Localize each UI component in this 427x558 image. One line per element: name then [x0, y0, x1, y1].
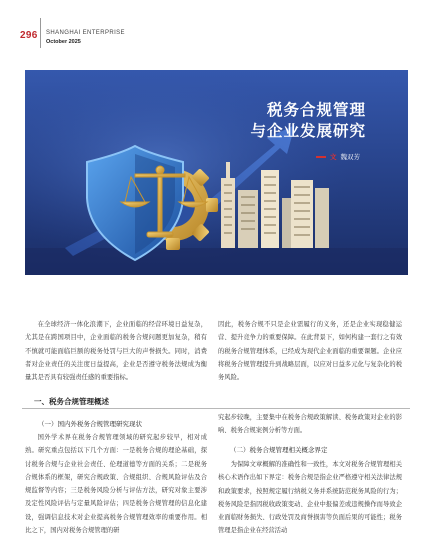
paragraph-research-status: 国外学术界在税务合规管理领域的研究起步较早，相对成熟。研究重点包括以下几个方面：一是税务合规的理论基础，探讨税务合规与企业社会责任、伦理道德等方面的关系；二是税务合规体系的框架，研究合规政策、合规组织、合规风险评估及合规监督等内容；三是税务风险分析与评估方法，研究对象主要涉及定性风险评估与定量风险评估；四是税务合规管理的信息化建设，强调信息技术对企业提高税务合规管理效率的重要作用。相比之下，国内对税务合规管理的研: [25, 434, 207, 535]
section-title: 一、税务合规管理概述: [34, 397, 109, 406]
author-byline: [316, 152, 360, 161]
paragraph-concepts: 为保障文章概解的准确性和一致性，本文对税务合规管理相关核心术语作出如下界定：税务合规是指企业严格遵守相关法律法规和政策要求，按照规定履行纳税义务并系统防范税务风险的行为；税务风险是指因税收政策变动、企业中报偏差或违规操作而导致企业面临财务损失、行政处罚及商誉损害等负面后果的可能性；税务管理是指企业在经营活动: [218, 461, 402, 535]
page-number: 296: [20, 30, 38, 41]
title-line-1: 税务合规管理: [266, 101, 366, 119]
article-title: [250, 100, 366, 142]
hero-image: [25, 70, 408, 275]
header-divider: [40, 18, 41, 48]
author-prefix: 文: [330, 153, 337, 161]
paragraph-continued: 究起步较晚，主要集中在税务合规政策解读、税务政策对企业的影响、税务合规案例分析等方面。: [218, 414, 402, 435]
intro-paragraph-right: 因此，税务合规不只是企业需履行的义务，还是企业实现稳健运营、提升竞争力的重要保障。在此背景下，如何构建一套行之有效的税务合规管理体系，已经成为现代企业面临的重要课题。企业应将税务合规管理提升到战略层面，以应对日益多元化与复杂化的税务风险。: [218, 321, 402, 382]
magazine-name: SHANGHAI ENTERPRISE: [46, 30, 125, 36]
section-heading: [22, 396, 410, 408]
issue-date: October 2025: [46, 39, 81, 45]
author-name: 魏双芳: [340, 153, 360, 161]
subheading-1: （一）国内外税务合规管理研究现状: [38, 420, 142, 428]
section-divider: [22, 408, 410, 409]
author-accent-bar: [316, 156, 326, 158]
intro-paragraph-left: 在全球经济一体化浪潮下，企业面临的经营环境日益复杂，尤其是在跨国项目中，企业面临的税务合规问题更加复杂，稍有不慎就可能面临巨额的税务处罚与巨大的声誉损失。同时，消费者对企业责任的关注度日益提高，企业是否遵守税务法规成为衡量其是否具有较强责任感的重要指标。: [25, 321, 207, 382]
title-line-2: 与企业发展研究: [250, 122, 366, 140]
subheading-2: （二）税务合规管理相关概念界定: [230, 446, 328, 454]
